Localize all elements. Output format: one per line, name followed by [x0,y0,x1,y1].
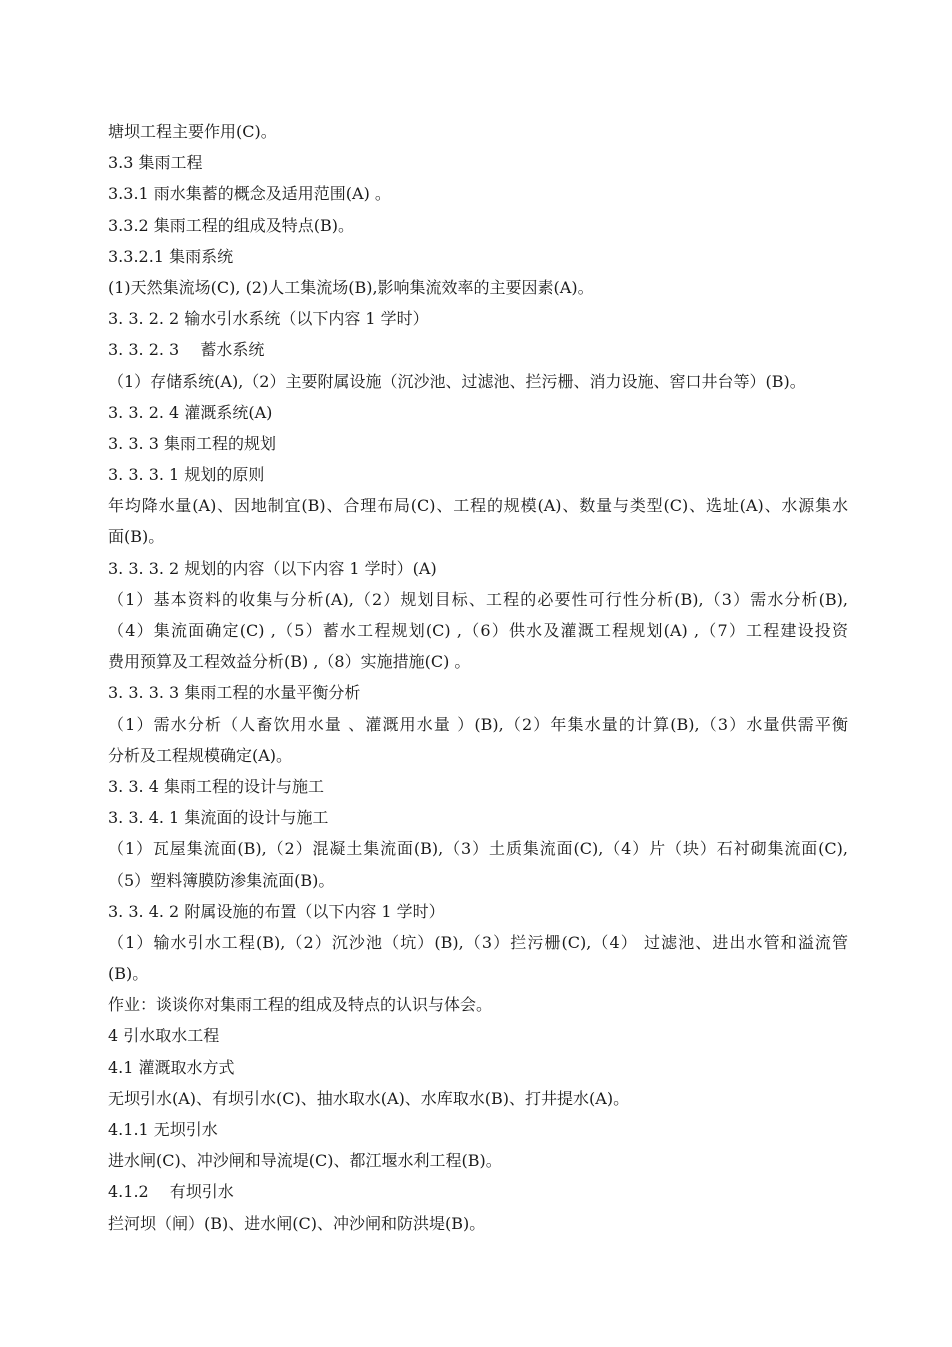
section-heading: 3. 3. 3. 1 规划的原则 [108,465,265,485]
section-heading: 3. 3. 4 集雨工程的设计与施工 [108,776,324,796]
text-line: 无坝引水(A)、有坝引水(C)、抽水取水(A)、水库取水(B)、打井提水(A)。 [108,1088,630,1108]
text-line: 拦河坝（闸）(B)、进水闸(C)、冲沙闸和防洪堤(B)。 [108,1213,486,1233]
section-heading: 4.1 灌溉取水方式 [108,1057,235,1077]
text-line: (B)。 [108,964,149,984]
section-heading: 3. 3. 2. 3 蓄水系统 [108,340,265,360]
text-line: （1）基本资料的收集与分析(A),（2）规划目标、工程的必要性可行性分析(B),（3）需水分析(B), [108,589,848,609]
section-heading: 4.1.2 有坝引水 [108,1182,234,1202]
text-line: （5）塑料簿膜防渗集流面(B)。 [108,870,335,890]
text-line: （1）输水引水工程(B),（2）沉沙池（坑）(B),（3）拦污栅(C),（4） 过滤池、进出水管和溢流管 [108,932,848,952]
section-heading: 3.3.2 集雨工程的组成及特点(B)。 [108,215,355,235]
section-heading: 3. 3. 3. 2 规划的内容（以下内容 1 学时）(A) [108,558,437,578]
section-heading: 3.3.2.1 集雨系统 [108,246,234,266]
text-line: （1）瓦屋集流面(B),（2）混凝土集流面(B),（3）土质集流面(C),（4）片（块）石衬砌集流面(C), [108,839,848,859]
section-heading: 3.3 集雨工程 [108,153,203,173]
text-line: 费用预算及工程效益分析(B) ,（8）实施措施(C) 。 [108,652,471,672]
text-line: 进水闸(C)、冲沙闸和导流堤(C)、都江堰水利工程(B)。 [108,1151,502,1171]
section-heading: 3. 3. 4. 1 集流面的设计与施工 [108,808,329,828]
text-line: 面(B)。 [108,527,165,547]
chapter-heading: 4 引水取水工程 [108,1026,220,1046]
text-line: （4）集流面确定(C) ,（5）蓄水工程规划(C) ,（6）供水及灌溉工程规划(A) ,（7）工程建设投资 [108,621,848,640]
text-line: 分析及工程规模确定(A)。 [108,745,293,765]
text-line: 年均降水量(A)、因地制宜(B)、合理布局(C)、工程的规模(A)、数量与类型(C)、选址(A)、水源集水 [108,496,848,516]
text-line: （1）存储系统(A),（2）主要附属设施（沉沙池、过滤池、拦污栅、消力设施、窖口井台等）(B)。 [108,371,806,391]
text-line: （1）需水分析（人畜饮用水量 、灌溉用水量 ）(B),（2）年集水量的计算(B),（3）水量供需平衡 [108,714,848,734]
section-heading: 3. 3. 3 集雨工程的规划 [108,433,276,453]
section-heading: 3. 3. 4. 2 附属设施的布置（以下内容 1 学时） [108,901,445,921]
section-heading: 3.3.1 雨水集蓄的概念及适用范围(A) 。 [108,184,391,204]
homework-line: 作业：谈谈你对集雨工程的组成及特点的认识与体会。 [108,995,493,1015]
text-line: 塘坝工程主要作用(C)。 [108,122,277,141]
document-body [108,116,848,1239]
text-line: (1)天然集流场(C), (2)人工集流场(B),影响集流效率的主要因素(A)。 [108,277,594,297]
section-heading: 3. 3. 2. 2 输水引水系统（以下内容 1 学时） [108,309,429,329]
section-heading: 3. 3. 3. 3 集雨工程的水量平衡分析 [108,683,361,703]
section-heading: 3. 3. 2. 4 灌溉系统(A) [108,402,273,422]
section-heading: 4.1.1 无坝引水 [108,1120,218,1139]
